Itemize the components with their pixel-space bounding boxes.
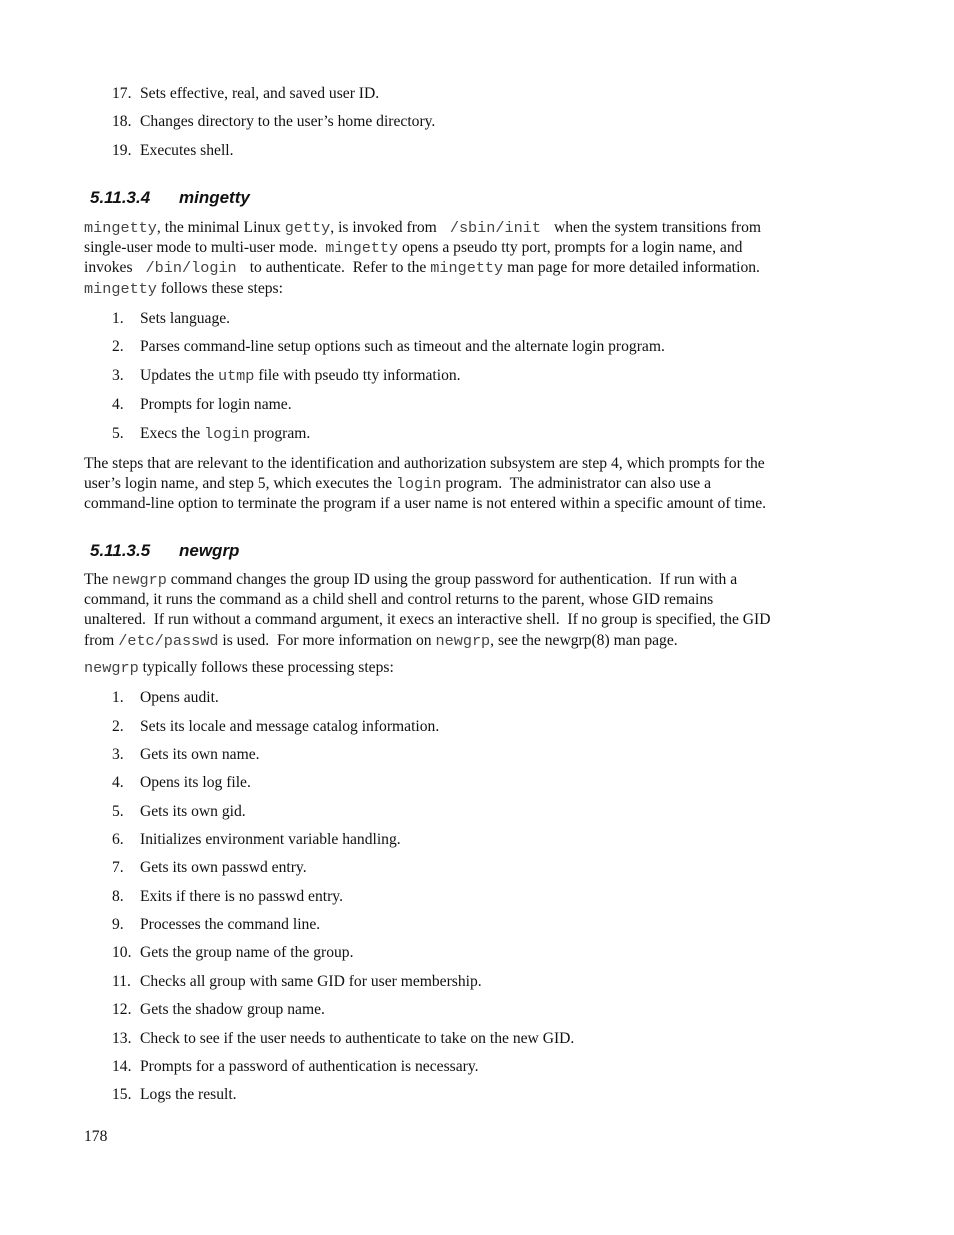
list-item <box>112 1000 325 1020</box>
list-item <box>112 745 260 765</box>
text-span: Execs the <box>140 425 205 442</box>
list-item <box>112 830 401 850</box>
list-number: 5. <box>112 803 124 820</box>
paragraph-line <box>84 279 854 299</box>
paragraph-line <box>84 218 854 238</box>
code-span: login <box>204 425 250 443</box>
list-item <box>112 858 307 878</box>
list-item <box>112 773 251 793</box>
list-text: Exits if there is no passwd entry. <box>140 888 343 905</box>
code-span: newgrp <box>435 631 491 650</box>
code-span: login <box>395 475 442 494</box>
code-span: /bin/login <box>136 259 246 278</box>
list-item <box>112 337 665 357</box>
code-span: mingetty <box>430 259 504 278</box>
list-text: Opens audit. <box>140 689 219 706</box>
list-text: Sets language. <box>140 310 231 327</box>
list-number: 14. <box>112 1058 132 1075</box>
list-item <box>112 887 343 907</box>
list-number: 12. <box>112 1001 132 1018</box>
text-span: , see the newgrp(8) man page. <box>490 631 678 649</box>
text-span: to authenticate. Refer to the <box>245 259 431 277</box>
text-span: from <box>84 631 119 649</box>
list-text: Check to see if the user needs to authenticate to take on the new GID. <box>140 1030 575 1047</box>
code-span: /etc/passwd <box>118 631 219 650</box>
paragraph-line: command-line option to terminate the program if a user name is not entered within a specific amount of time. <box>84 495 767 513</box>
section-heading-newgrp <box>90 541 239 561</box>
list-item <box>112 366 461 386</box>
paragraph-line <box>84 258 854 278</box>
list-number: 7. <box>112 859 124 876</box>
mingetty-summary-paragraph <box>84 454 854 515</box>
list-item <box>112 943 354 963</box>
paragraph-line <box>84 570 854 590</box>
list-number: 5. <box>112 425 124 442</box>
paragraph-line <box>84 474 854 494</box>
list-text: Checks all group with same GID for user membership. <box>140 973 482 990</box>
list-number: 8. <box>112 888 124 905</box>
list-text: Sets effective, real, and saved user ID. <box>140 85 380 102</box>
heading-number: 5.11.3.5 <box>90 541 151 560</box>
paragraph-line: unaltered. If run without a command argument, it execs an interactive shell. If no group is specified, the GID <box>84 611 771 629</box>
list-number: 17. <box>112 85 132 102</box>
text-span: The <box>84 571 113 588</box>
text-span: man page for more detailed information. <box>503 259 760 277</box>
list-number: 4. <box>112 774 124 791</box>
list-text: Gets its own gid. <box>140 803 246 820</box>
code-span: mingetty <box>84 279 157 298</box>
list-number: 10. <box>112 944 132 961</box>
code-span: getty <box>284 219 331 237</box>
newgrp-lead-line <box>84 658 854 678</box>
list-number: 18. <box>112 113 132 130</box>
list-number: 2. <box>112 718 124 735</box>
list-number: 9. <box>112 916 124 933</box>
text-span: file with pseudo tty information. <box>254 367 461 384</box>
list-item <box>112 717 439 737</box>
list-number: 13. <box>112 1030 132 1047</box>
list-item <box>112 84 379 104</box>
code-span: mingetty <box>325 239 399 258</box>
text-span: follows these steps: <box>156 279 283 297</box>
list-text: Changes directory to the user’s home directory. <box>140 113 436 130</box>
text-span: invokes <box>84 259 137 277</box>
text-span: single-user mode to multi-user mode. <box>84 239 326 257</box>
newgrp-intro-paragraph <box>84 570 854 651</box>
mingetty-intro-paragraph <box>84 218 854 299</box>
list-text: Opens its log file. <box>140 774 251 791</box>
code-span: utmp <box>217 367 255 385</box>
page-number: 178 <box>84 1128 108 1145</box>
text-span: command changes the group ID using the group password for authentication. If run with a <box>166 571 738 588</box>
list-number: 1. <box>112 689 124 706</box>
code-span: /sbin/init <box>440 219 551 237</box>
list-number: 2. <box>112 338 124 355</box>
section-heading-mingetty <box>90 188 250 208</box>
text-span: typically follows these processing steps: <box>138 659 394 676</box>
code-span: mingetty <box>84 219 157 237</box>
list-text: Processes the command line. <box>140 916 321 933</box>
list-item <box>112 424 310 444</box>
text-span: , is invoked from <box>330 219 441 236</box>
list-item <box>112 1085 237 1105</box>
paragraph-line <box>84 238 854 258</box>
heading-title: mingetty <box>179 188 250 207</box>
list-number: 4. <box>112 396 124 413</box>
text-span: is used. For more information on <box>218 631 436 649</box>
list-item <box>112 802 246 822</box>
heading-title: newgrp <box>179 541 240 560</box>
list-number: 3. <box>112 746 124 763</box>
list-item <box>112 141 234 161</box>
list-text: Gets the group name of the group. <box>140 944 354 961</box>
list-text: Gets the shadow group name. <box>140 1001 325 1018</box>
list-text: Prompts for a password of authentication is necessary. <box>140 1058 479 1075</box>
list-text: Logs the result. <box>140 1086 237 1103</box>
code-span: newgrp <box>112 571 167 589</box>
list-item <box>112 1057 479 1077</box>
list-number: 15. <box>112 1086 132 1103</box>
code-span: newgrp <box>84 659 139 677</box>
text-span: program. The administrator can also use a <box>441 475 712 493</box>
list-text: Initializes environment variable handling. <box>140 831 401 848</box>
list-item <box>112 1029 574 1049</box>
paragraph-line <box>84 631 854 651</box>
heading-number: 5.11.3.4 <box>90 188 151 207</box>
list-text: Gets its own passwd entry. <box>140 859 307 876</box>
list-item <box>112 915 320 935</box>
list-item <box>112 309 230 329</box>
text-span: program. <box>249 425 311 442</box>
list-text: Gets its own name. <box>140 746 260 763</box>
list-item <box>112 688 219 708</box>
text-span: user’s login name, and step 5, which executes the <box>84 475 396 493</box>
list-number: 11. <box>112 973 131 990</box>
list-text: Executes shell. <box>140 142 234 159</box>
list-text: Parses command-line setup options such as timeout and the alternate login program. <box>140 338 665 355</box>
list-number: 3. <box>112 367 124 384</box>
text-span: Updates the <box>140 367 218 384</box>
list-number: 1. <box>112 310 124 327</box>
paragraph-line: The steps that are relevant to the identification and authorization subsystem are step 4, which prompts for the <box>84 455 765 472</box>
list-item <box>112 395 292 415</box>
text-span: when the system transitions from <box>550 219 762 236</box>
paragraph-line: command, it runs the command as a child shell and control returns to the parent, whose GID remains <box>84 591 714 609</box>
text-span: opens a pseudo tty port, prompts for a login name, and <box>398 239 743 257</box>
list-number: 19. <box>112 142 132 159</box>
list-item <box>112 112 435 132</box>
text-span: , the minimal Linux <box>156 219 285 236</box>
list-number: 6. <box>112 831 124 848</box>
list-text: Sets its locale and message catalog information. <box>140 718 440 735</box>
list-item <box>112 972 482 992</box>
list-text: Prompts for login name. <box>140 396 292 413</box>
